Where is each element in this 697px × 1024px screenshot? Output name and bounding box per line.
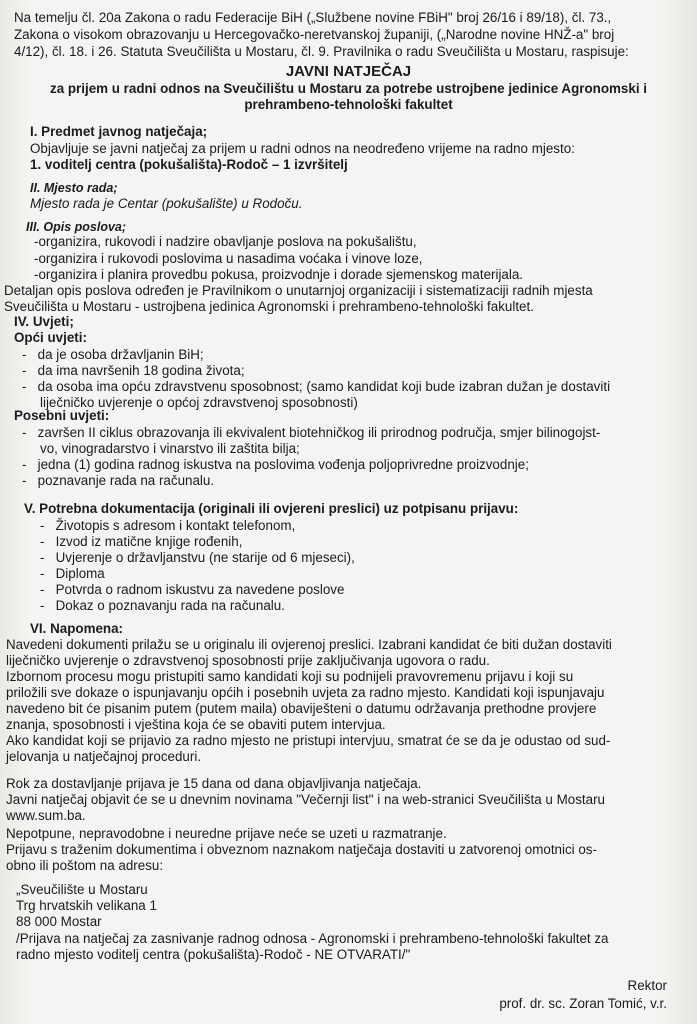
- general-conditions-heading: Opći uvjeti:: [14, 330, 87, 345]
- special-condition-1-cont: vo, vinogradarstvo i vinarstvo ili zaštita bilja;: [40, 441, 300, 456]
- special-condition-1: - završen II ciklus obrazovanja ili ekvivalent biotehničkog ili prirodnog područja, smjer bilinogojst-: [22, 425, 601, 440]
- bullet-dash: -: [22, 347, 38, 362]
- signature-role: Rektor: [627, 978, 667, 993]
- section-3-line-2: -organizira i rukovodi poslovima u nasadima voćaka i vinove loze,: [34, 251, 423, 266]
- section-5-heading: V. Potrebna dokumentacija (originali ili ovjereni preslici) uz potpisanu prijavu:: [24, 501, 519, 516]
- closing-line-5: Prijavu s traženim dokumentima i obveznom naznakom natječaja dostaviti u zatvorenoj omotnici os-: [6, 842, 597, 857]
- note-line-4: priložili sve dokaze o ispunjavanju općih i posebnih uvjeta za radno mjesto. Kandidati koji ispunjavaju: [6, 685, 605, 700]
- closing-line-4: Nepotpune, nepravodobne i neuredne prijave neće se uzeti u razmatranje.: [6, 826, 447, 841]
- note-line-6: znanja, sposobnosti i vještina koja će se obaviti putem intervjua.: [6, 717, 386, 732]
- closing-line-2: Javni natječaj objavit će se u dnevnim novinama "Večernji list" i na web-stranici Sveučilišta u Mostaru: [6, 792, 605, 807]
- general-condition-2: - da ima navršenih 18 godina života;: [22, 363, 245, 378]
- note-line-8: jelovanja u natječajnoj proceduri.: [6, 749, 202, 764]
- bullet-dash: -: [40, 566, 56, 581]
- section-1-item: 1. voditelj centra (pokušališta)-Rodoč – 1 izvršitelj: [30, 157, 348, 172]
- bullet-dash: -: [40, 550, 56, 565]
- bullet-dash: -: [22, 457, 38, 472]
- note-line-2: liječničko uvjerenje o zdravstvenoj sposobnosti prije zaključivanja ugovora o radu.: [6, 653, 490, 668]
- bullet-dash: -: [40, 534, 56, 549]
- preamble-line-3: 4/12), čl. 18. i 26. Statuta Sveučilišta u Mostaru, čl. 9. Pravilnika o radu Sveučilišta u Mostaru, raspisuje:: [14, 44, 629, 59]
- general-condition-3-cont: liječničko uvjerenje o općoj zdravstvenoj sposobnosti): [40, 395, 358, 410]
- preamble-line-1: Na temelju čl. 20a Zakona o radu Federacije BiH („Službene novine FBiH" broj 26/16 i 89/18), čl. 73.,: [14, 10, 612, 25]
- bullet-dash: -: [22, 425, 38, 440]
- section-1-text: Objavljuje se javni natječaj za prijem u radni odnos na neodređeno vrijeme na radno mjesto:: [30, 141, 575, 156]
- document-item-5: - Potvrda o radnom iskustvu za navedene poslove: [40, 582, 345, 597]
- section-3-line-3: -organizira i planira provedbu pokusa, proizvodnje i dorade sjemenskog materijala.: [34, 267, 524, 282]
- document-item-2: - Izvod iz matične knjige rođenih,: [40, 534, 243, 549]
- section-3-heading: III. Opis poslova;: [26, 220, 127, 234]
- section-3-detail-2: Sveučilišta u Mostaru - ustrojbena jedinica Agronomski i prehrambeno-tehnološki fakultet.: [4, 299, 534, 314]
- address-line-4: /Prijava na natječaj za zasnivanje radnog odnosa - Agronomski i prehrambeno-tehnološki fakultet za: [16, 931, 609, 946]
- closing-line-1: Rok za dostavljanje prijava je 15 dana od dana objavljivanja natječaja.: [6, 776, 422, 791]
- note-line-3: Izbornom procesu mogu pristupiti samo kandidati koji su podnijeli pravovremenu prijavu i koji su: [6, 669, 574, 684]
- bullet-dash: -: [40, 582, 56, 597]
- note-line-1: Navedeni dokumenti prilažu se u originalu ili ovjerenoj preslici. Izabrani kandidat će biti dužan dostaviti: [6, 637, 612, 652]
- preamble-line-2: Zakona o visokom obrazovanju u Hercegovačko-neretvanskoj županiji, („Narodne novine HNŽ-a" broj: [14, 27, 615, 42]
- section-3-line-1: -organizira, rukovodi i nadzire obavljanje poslova na pokušalištu,: [34, 234, 417, 249]
- note-line-5: navedeno bit će pisanim putem (putem maila) obaviješteni o datumu održavanja prethodne provjere: [6, 701, 597, 716]
- address-line-3: 88 000 Mostar: [16, 914, 102, 929]
- general-condition-3: - da osoba ima opću zdravstvenu sposobnost; (samo kandidat koji bude izabran dužan je dostaviti: [22, 379, 611, 394]
- bullet-dash: -: [22, 379, 38, 394]
- bullet-dash: -: [22, 363, 38, 378]
- document-item-1: - Životopis s adresom i kontakt telefonom,: [40, 518, 296, 533]
- bullet-dash: -: [40, 518, 56, 533]
- closing-line-3: www.sum.ba.: [6, 808, 86, 823]
- address-line-5: radno mjesto voditelj centra (pokušališta)-Rodoč - NE OTVARATI/": [16, 947, 411, 962]
- special-condition-2: - jedna (1) godina radnog iskustva na poslovima vođenja poljoprivredne proizvodnje;: [22, 457, 529, 472]
- document-item-4: - Diploma: [40, 566, 105, 581]
- signature-name: prof. dr. sc. Zoran Tomić, v.r.: [499, 996, 667, 1011]
- document-item-6: - Dokaz o poznavanju rada na računalu.: [40, 598, 285, 613]
- section-3-detail-1: Detaljan opis poslova određen je Pravilnikom o unutarnjoj organizaciji i sistematizaciji radnih mjesta: [4, 283, 593, 298]
- notice-title: JAVNI NATJEČAJ: [285, 63, 412, 80]
- section-2-text: Mjesto rada je Centar (pokušalište) u Rodoču.: [30, 196, 303, 211]
- special-conditions-heading: Posebni uvjeti:: [14, 408, 110, 423]
- address-line-1: „Sveučilište u Mostaru: [16, 882, 148, 897]
- document-item-3: - Uvjerenje o državljanstvu (ne starije od 6 mjeseci),: [40, 550, 355, 565]
- subtitle-line-2: prehrambeno-tehnološki fakultet: [244, 97, 453, 112]
- section-1-heading: I. Predmet javnog natječaja;: [30, 124, 208, 139]
- bullet-dash: -: [22, 473, 38, 488]
- bullet-dash: -: [40, 598, 56, 613]
- closing-line-6: obno ili poštom na adresu:: [6, 858, 164, 873]
- address-line-2: Trg hrvatskih velikana 1: [16, 898, 157, 913]
- general-condition-1: - da je osoba državljanin BiH;: [22, 347, 204, 362]
- section-4-heading: IV. Uvjeti;: [14, 314, 74, 329]
- note-line-7: Ako kandidat koji se prijavio za radno mjesto ne pristupi intervjuu, smatrat će se da je odustao od sud-: [6, 733, 611, 748]
- section-2-heading: II. Mjesto rada;: [30, 181, 118, 195]
- subtitle-line-1: za prijem u radni odnos na Sveučilištu u Mostaru za potrebe ustrojbene jedinice Agronomski i: [50, 81, 647, 96]
- section-6-heading: VI. Napomena:: [30, 621, 124, 636]
- special-condition-3: - poznavanje rada na računalu.: [22, 473, 215, 488]
